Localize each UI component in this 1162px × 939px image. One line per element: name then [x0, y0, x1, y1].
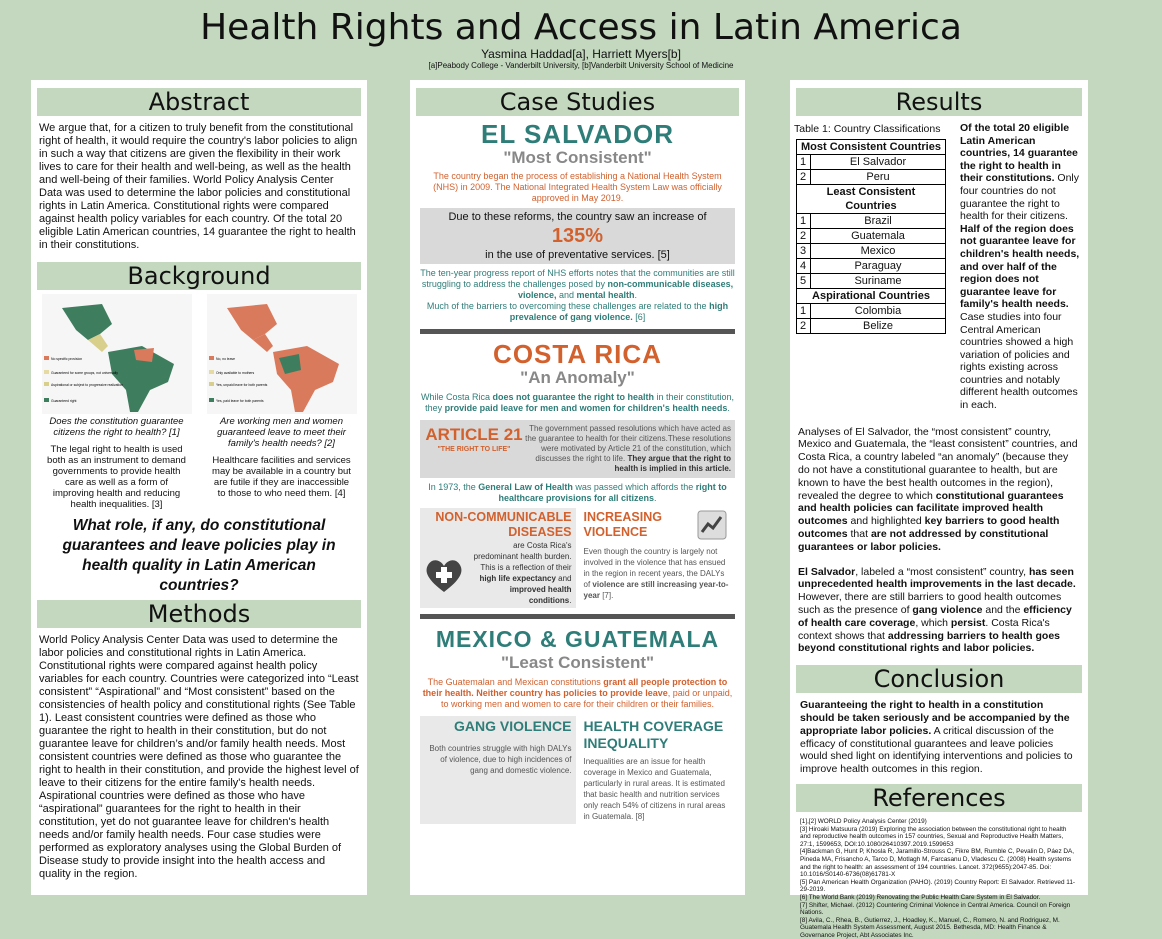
table-row: [797, 229, 946, 244]
references-heading: References: [796, 784, 1082, 812]
cr-p1-b: does not guarantee the right to health: [492, 392, 654, 402]
es-c: has seen unprecedented health improvements in the last decade.: [798, 565, 1076, 591]
rank-cell: 2: [797, 170, 811, 185]
rank-cell: 1: [797, 214, 811, 229]
es-h: , which: [915, 616, 948, 629]
table-block: [794, 122, 954, 412]
divider-2: [420, 614, 735, 619]
costa-rica-p1: While Costa Rica does not guarantee the right to health in their constitution, they provide paid leave for men and women for children's health needs.: [420, 392, 735, 413]
legend-1a: No specific provision: [50, 357, 82, 361]
table-caption: Table 1: Country Classifications: [794, 123, 941, 135]
rank-cell: 4: [797, 259, 811, 274]
costa-rica-boxes: [420, 508, 735, 608]
law-b: General Law of Health: [478, 482, 573, 492]
table-group-header: Aspirational Countries: [797, 289, 946, 304]
cr-p1-a: While Costa Rica: [420, 392, 490, 402]
results-analysis: [790, 412, 1088, 554]
es-e: gang violence: [912, 604, 983, 617]
cr-p1-c: in their constitution, they: [425, 392, 735, 413]
ncd-box: [420, 508, 576, 608]
es-j: . Costa Rica's context shows that: [798, 616, 1050, 642]
mexico-guatemala-title: MEXICO & GUATEMALA: [435, 626, 720, 652]
es-p1-and: and: [558, 290, 575, 300]
conclusion-bold: Guaranteeing the right to health in a constitution should be taken seriously and be accompanied by the appropriate labor policies.: [800, 699, 1070, 737]
an-b: constitutional guarantees and health policies can facilitate improved health outcomes: [798, 489, 1064, 528]
side-b2: Half of the region does not guarantee leave for children's health needs, and over half of the region does not guarantee leave for family's health needs.: [960, 222, 1080, 311]
mg-p1-b: grant all people protection to their health. Neither country has policies to provide leave: [422, 677, 728, 698]
rank-cell: 2: [797, 229, 811, 244]
map-block-1: [37, 294, 196, 510]
es-p1-bold: non-communicable diseases, violence,: [517, 279, 734, 300]
reference-item: [3] Hiroaki Matsuura (2019) Exploring the association between the constitutional right to health and reproductive health outcomes in 157 countries, Sexual and Reproductive Health Matters, 27:1, 1599653, DOI:10.1080/26410397.2019.1599653: [800, 825, 1067, 848]
stat-value: 135%: [551, 225, 604, 247]
country-cell: Colombia: [811, 304, 946, 319]
table-row: [797, 319, 946, 334]
conclusion-heading: Conclusion: [796, 665, 1082, 693]
side-b1: Of the total 20 eligible Latin American countries, 14 guarantee the right to health in their constitutions.: [960, 122, 1078, 185]
mg-p1-c: , paid or unpaid, to working men and women to care for their children or their families.: [440, 688, 733, 709]
map2-caption: Are working men and women guaranteed leave to meet their family's health needs? [2]: [217, 416, 346, 449]
el-salvador-p1: The ten-year progress report of NHS efforts notes that the communities are still struggling to address the challenges posed by non-communicable diseases, violence, and mental health.: [420, 268, 735, 300]
results-el-salvador: [790, 554, 1088, 656]
leave-map: [207, 294, 357, 414]
law-d: right to healthcare provisions for all citizens: [498, 482, 727, 503]
legend-2c: Yes, unpaid leave for both parents: [215, 383, 267, 387]
reference-item: [1],[2] WORLD Policy Analysis Center (2019): [800, 817, 927, 825]
violence-text: [584, 546, 732, 601]
article21-title: ARTICLE 21: [425, 425, 523, 444]
legend-2d: Yes, paid leave for both parents: [215, 399, 264, 403]
rank-cell: 3: [797, 244, 811, 259]
country-cell: Belize: [811, 319, 946, 334]
reference-item: [7] Shifter, Michael. (2012) Countering Criminal Violence in Central America. Council on Foreign Nations.: [800, 901, 1071, 917]
classification-table: [796, 139, 946, 334]
map2-south-america: [273, 346, 339, 412]
results-heading: Results: [796, 88, 1082, 116]
map2-mexico: [227, 304, 277, 340]
es-p2-text: Much of the barriers to overcoming these challenges are related to the: [426, 301, 707, 311]
an-c: and highlighted: [850, 515, 922, 528]
authors: Yasmina Haddad[a], Harriett Myers[b]: [481, 47, 681, 61]
article21-box: [420, 420, 735, 478]
trend-up-icon: [697, 510, 727, 540]
es-b: , labeled a “most consistent” country,: [855, 565, 1027, 578]
mg-p1-a: The Guatemalan and Mexican constitutions: [427, 677, 601, 687]
country-cell: Guatemala: [811, 229, 946, 244]
article21-bold: They argue that the right to health is implied in this article.: [614, 454, 731, 473]
side-t1: Only four countries do not guarantee the right to health for their citizens.: [960, 172, 1080, 223]
article21-label: [424, 424, 524, 474]
es-a: El Salvador: [798, 565, 856, 578]
mexico-guatemala-subtitle: "Least Consistent": [500, 653, 655, 672]
ncd-title: NON-COMMUNICABLE DISEASES: [435, 510, 572, 539]
el-salvador-p2: [410, 301, 745, 323]
es-p2-ref: [6]: [635, 312, 646, 322]
violence-box: [580, 508, 736, 608]
abstract-text: We argue that, for a citizen to truly benefit from the constitutional right of health, it would require the country's labor policies to align in such a way that citizens are given the flexibility in their work lives to care for their health and well-being, as well as the health and well-being of their families. World Policy Analysis Center Data was used to determine the labor policies and constitutional rights in Latin America. Constitutional rights were compared against health policy variables for each country. Of the total 20 eligible Latin American countries, 14 guarantee the right to health in their constitutions.: [39, 122, 358, 251]
country-cell: Mexico: [811, 244, 946, 259]
stat-pre: Due to these reforms, the country saw an increase of: [448, 211, 707, 223]
table-group-header: Most Consistent Countries: [797, 140, 946, 155]
mexico-guatemala-boxes: [420, 716, 735, 824]
divider-1: [420, 329, 735, 334]
ncd-and: and: [558, 574, 572, 583]
costa-rica-subtitle: "An Anomaly": [520, 368, 635, 387]
viol-ref: [7].: [602, 591, 614, 600]
gang-violence-box: [420, 716, 576, 824]
reference-item: [8] Avila, C., Rhea, B., Gutierrez, J., Hoadley, K., Manuel, C., Romero, N. and Rodriguez, M. Guatemala Health System Assessment, August 2015. Bethesda, MD: Health Finance & Governance Project, Abt Associates Inc.: [800, 916, 1060, 939]
es-i: persist: [950, 616, 986, 629]
methods-heading: Methods: [37, 600, 361, 628]
country-cell: Peru: [811, 170, 946, 185]
country-cell: Brazil: [811, 214, 946, 229]
hci-title: HEALTH COVERAGE INEQUALITY: [583, 718, 724, 751]
maps-row: [31, 294, 367, 510]
article21-text: [524, 424, 731, 474]
results-top: [790, 122, 1088, 412]
legend-2a: No, no leave: [215, 357, 235, 361]
rank-cell: 1: [797, 155, 811, 170]
es-d: However, there are still barriers to good health outcomes such as the presence of: [798, 591, 1062, 617]
case-studies-heading: Case Studies: [416, 88, 739, 116]
hci-box: [580, 716, 736, 824]
table-row: [797, 214, 946, 229]
article21-sub: "THE RIGHT TO LIFE": [437, 446, 511, 453]
rank-cell: 5: [797, 274, 811, 289]
ncd-bold1: high life expectancy: [479, 574, 556, 583]
an-d: key barriers to good health outcomes: [798, 515, 1060, 541]
hci-text: Inequalities are an issue for health coverage in Mexico and Guatemala, particularly in rural areas. It is estimated that basic health and nutrition services only reach 54% of citizens in rural areas in Guatemala. [8]: [583, 757, 726, 821]
legend-2b: Only available to mothers: [215, 371, 254, 375]
country-cell: Paraguay: [811, 259, 946, 274]
poster-header: [0, 0, 1162, 71]
country-cell: El Salvador: [811, 155, 946, 170]
map2-text: Healthcare facilities and services may be available in a country but are futile if they are inaccessible to those to who need them. [4]: [212, 455, 351, 499]
table-row: [797, 155, 946, 170]
research-question: What role, if any, do constitutional guarantees and leave policies play in health quality in Latin American countries?: [62, 517, 336, 594]
map1-caption: Does the constitution guarantee citizens the right to health? [1]: [49, 416, 184, 438]
map-block-2: [202, 294, 361, 510]
table-row: [797, 244, 946, 259]
gang-text: Both countries struggle with high DALYs of violence, due to high incidences of gang and domestic violence.: [429, 744, 572, 775]
abstract-heading: Abstract: [37, 88, 361, 116]
es-g: efficiency of health care coverage: [798, 604, 1072, 629]
legend-1d: Guaranteed right: [50, 399, 76, 403]
legend-1b: Guaranteed for some groups, not universally: [50, 371, 118, 375]
left-column: [31, 80, 367, 895]
background-heading: Background: [37, 262, 361, 290]
el-salvador-title: EL SALVADOR: [480, 119, 674, 149]
table-row: [797, 304, 946, 319]
law-c: was passed which affords the: [575, 482, 694, 492]
ncd-text: are Costa Rica's predominant health burden. This is a reflection of their high life expectancy and improved health conditions.: [473, 541, 572, 605]
table-group-header: Least Consistent Countries: [797, 185, 946, 214]
poster-title: Health Rights and Access in Latin America: [200, 7, 962, 48]
stat-post: in the use of preventative services. [5]: [485, 249, 670, 261]
conclusion-body: A critical discussion of the efficacy of constitutional guarantees and leave policies would shed light on identifying interventions and policies to improve health outcomes in this region.: [800, 724, 1073, 776]
an-a: Analyses of El Salvador, the “most consistent” country, Mexico and Guatemala, the “least consistent” countries, and Costa Rica, a country labeled “an anomaly” (because they do not have a constitutional guarantee to health, but are known to have the best health outcomes in the region), revealed the degree to which: [798, 425, 1078, 502]
el-salvador-intro: The country began the process of establishing a National Health System (NHS) in 2009. The National Integrated Health System Law was officially approved in May 2019.: [433, 171, 722, 203]
country-cell: Suriname: [811, 274, 946, 289]
law-a: In 1973, the: [428, 482, 476, 492]
an-f: are not addressed by constitutional guarantees or labor policies.: [798, 528, 1049, 553]
reference-item: [6] The World Bank (2019) Renovating the Public Health Care System in El Salvador.: [800, 893, 1041, 901]
heart-plus-icon: [424, 556, 464, 594]
viol-bold: violence are still increasing year-to-year: [583, 580, 729, 600]
es-p2-bold: high prevalence of gang violence.: [509, 301, 729, 322]
rank-cell: 2: [797, 319, 811, 334]
el-salvador-stat-box: [420, 208, 735, 264]
table-row: [797, 170, 946, 185]
cr-p1-d: provide paid leave for men and women for children's health needs: [444, 403, 728, 413]
rank-cell: 1: [797, 304, 811, 319]
costa-rica-law: In 1973, the General Law of Health was passed which affords the right to healthcare provisions for all citizens.: [428, 482, 727, 503]
ncd-body: are Costa Rica's predominant health burden. This is a reflection of their: [473, 541, 572, 572]
viol-body: Even though the country is largely not involved in the violence that has ensued in the region in recent years, the DALYs of: [583, 547, 726, 589]
es-p1-bold2: mental health: [576, 290, 635, 300]
reference-item: [4]Backman G, Hunt P, Khosla R, Jaramillo-Strouss C, Fikre BM, Rumble C, Pevalin D, Páez DA, Pineda MA, Frisancho A, Tarco D, Motlagh M, Farcasanu D, Vladescu C. (2008) Health systems and the right to health: an assessment of 194 countries. Lancet. 372(9655):2047-85. Doi: 10.1016/S0140-6736(08)61781-X: [800, 848, 1075, 879]
mexico-guatemala-p1: [410, 677, 745, 710]
reference-item: [5] Pan American Health Organization (PAHO). (2019) Country Report: El Salvador. Retrieved 11-29-2019.: [800, 878, 1076, 894]
map1-text: The legal right to health is used both as an instrument to demand governments to provide health care as well as a form of improving health and reducing health inequalities. [3]: [47, 444, 186, 510]
results-side-text: [954, 122, 1084, 412]
es-p1-text: The ten-year progress report of NHS efforts notes that the communities are still struggling to address the challenges posed by: [420, 268, 735, 289]
conclusion-text: [790, 699, 1088, 776]
article21-body: The government passed resolutions which have acted as the guarantee to health for their citizens.These resolutions were motivated by Article 21 of the constitution, which discusses the right to life.: [525, 424, 731, 463]
middle-column: [410, 80, 745, 895]
table-row: [797, 259, 946, 274]
map-mexico: [62, 304, 112, 340]
table-row: [797, 274, 946, 289]
ncd-bold2: improved health conditions: [509, 585, 572, 605]
el-salvador-subtitle: "Most Consistent": [503, 148, 652, 167]
es-f: and the: [985, 604, 1021, 617]
es-k: addressing barriers to health goes beyond constitutional rights and labor policies.: [798, 629, 1061, 655]
methods-text: World Policy Analysis Center Data was used to determine the labor policies and constitutional rights in Latin America. Constitutional rights were compared against health policy variables for each country. Countries were categorized into “Least consistent” “Aspirational” and “Most consistent” based on the consistencies of health policy and constitutional rights (See Table 1). Least consistent countries were defined as those who guarantee the right to health in their constitution, but do not guarantee leave for children’s and/or family health needs. Most consistent countries were defined as those who guarantee the right to health in their constitution, and provide the highest level of leave to their citizens for the entire family's health needs. Aspirational countries were defined as those who have “aspirational” guarantees for the right to health in their constitution, yet do not guarantee leave for children's health needs and/or family health needs. Four case studies were performed as exploratory analyses using the Global Burden of Disease study to provide insight into the health access and quality in the region.: [39, 634, 359, 880]
affiliations: [a]Peabody College - Vanderbilt University, [b]Vanderbilt University School of Medicine: [428, 61, 734, 70]
constitution-map: [42, 294, 192, 414]
right-column: [790, 80, 1088, 939]
an-e: that: [850, 528, 869, 541]
map-region-north: [134, 348, 154, 362]
legend-1c: Aspirational or subject to progressive realization: [50, 383, 123, 387]
violence-title: INCREASING VIOLENCE: [583, 510, 662, 539]
gang-title: GANG VIOLENCE: [454, 718, 572, 734]
side-t2: Case studies into four Central American countries showed a high variation of policies and rights existing across countries and notably different health outcomes in each.: [960, 310, 1078, 412]
costa-rica-title: COSTA RICA: [493, 339, 662, 369]
references-list: [790, 818, 1088, 939]
